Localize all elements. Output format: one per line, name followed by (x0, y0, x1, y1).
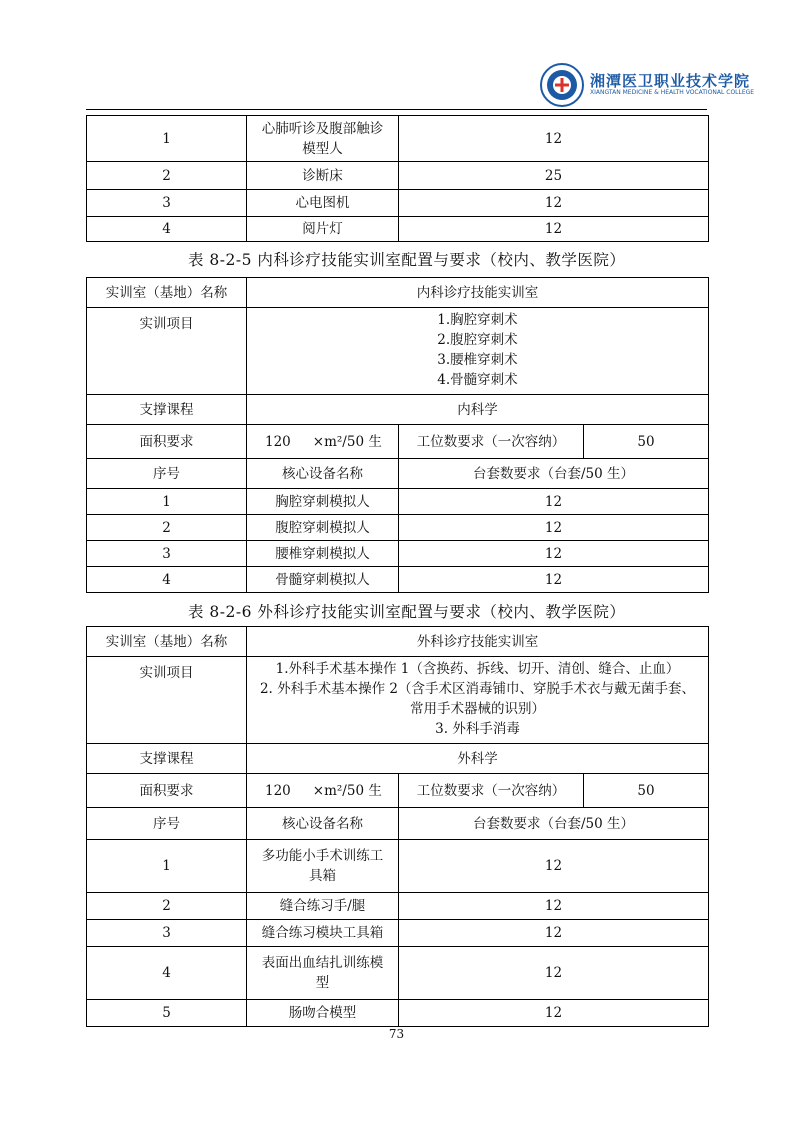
equipment-name: 心肺听诊及腹部触诊 模型人 (247, 116, 399, 162)
lab-name-label: 实训室（基地）名称 (87, 278, 247, 308)
course-value: 内科学 (247, 395, 709, 425)
training-item: 2.腹腔穿刺术 (437, 332, 518, 348)
training-item: 1.胸腔穿刺术 (437, 312, 518, 328)
table-caption-8-2-5: 表 8-2-5 内科诊疗技能实训室配置与要求（校内、教学医院） (188, 251, 626, 269)
equipment-table-continued (86, 115, 709, 242)
table-row (87, 893, 709, 920)
training-item: 1.外科手术基本操作 1（含换药、拆线、切开、清创、缝合、止血） (275, 661, 680, 677)
equipment-name: 多功能小手术训练工 具箱 (247, 840, 399, 893)
training-items-list (247, 308, 709, 395)
equipment-quantity: 12 (399, 116, 709, 162)
area-value: 120 ×m²/50 生 (247, 774, 399, 808)
row-number: 5 (87, 1000, 247, 1027)
course-value: 外科学 (247, 744, 709, 774)
equipment-quantity: 12 (399, 515, 709, 541)
equipment-name: 胸腔穿刺模拟人 (247, 489, 399, 515)
course-row (87, 395, 709, 425)
table-row (87, 567, 709, 593)
equipment-name: 缝合练习模块工具箱 (247, 920, 399, 947)
training-items-row (87, 657, 709, 744)
table-row (87, 1000, 709, 1027)
training-items-label: 实训项目 (87, 657, 247, 744)
equipment-quantity: 12 (399, 947, 709, 1000)
lab-name-row (87, 278, 709, 308)
equipment-name: 诊断床 (247, 162, 399, 190)
training-item: 4.骨髓穿刺术 (437, 372, 518, 388)
row-number: 2 (87, 162, 247, 190)
equipment-quantity: 12 (399, 893, 709, 920)
equipment-name: 腰椎穿刺模拟人 (247, 541, 399, 567)
table-row (87, 190, 709, 217)
training-items-list (247, 657, 709, 744)
equipment-name: 缝合练习手/腿 (247, 893, 399, 920)
equipment-quantity: 12 (399, 840, 709, 893)
equipment-name: 心电图机 (247, 190, 399, 217)
equipment-name: 骨髓穿刺模拟人 (247, 567, 399, 593)
equipment-quantity: 12 (399, 541, 709, 567)
equipment-quantity: 12 (399, 489, 709, 515)
area-row (87, 425, 709, 459)
table-row (87, 541, 709, 567)
station-label: 工位数要求（一次容纳） (399, 774, 584, 808)
column-header-number: 序号 (87, 808, 247, 840)
training-items-row (87, 308, 709, 395)
college-logo (540, 63, 584, 107)
equipment-quantity: 12 (399, 217, 709, 242)
area-row (87, 774, 709, 808)
course-row (87, 744, 709, 774)
course-label: 支撑课程 (87, 744, 247, 774)
row-number: 1 (87, 116, 247, 162)
table-row (87, 840, 709, 893)
row-number: 3 (87, 920, 247, 947)
equipment-quantity: 12 (399, 920, 709, 947)
table-row (87, 920, 709, 947)
column-header-row (87, 459, 709, 489)
equipment-quantity: 12 (399, 1000, 709, 1027)
column-header-equipment: 核心设备名称 (247, 459, 399, 489)
row-number: 4 (87, 217, 247, 242)
table-row (87, 217, 709, 242)
table-row (87, 162, 709, 190)
course-label: 支撑课程 (87, 395, 247, 425)
table-row (87, 489, 709, 515)
table-row (87, 515, 709, 541)
equipment-name: 阅片灯 (247, 217, 399, 242)
row-number: 1 (87, 840, 247, 893)
lab-name-value: 外科诊疗技能实训室 (247, 627, 709, 657)
equipment-name: 腹腔穿刺模拟人 (247, 515, 399, 541)
equipment-name: 肠吻合模型 (247, 1000, 399, 1027)
equipment-quantity: 12 (399, 190, 709, 217)
surgery-lab-table (86, 626, 709, 1027)
station-value: 50 (584, 425, 709, 459)
row-number: 1 (87, 489, 247, 515)
station-label: 工位数要求（一次容纳） (399, 425, 584, 459)
lab-name-label: 实训室（基地）名称 (87, 627, 247, 657)
area-value: 120 ×m²/50 生 (247, 425, 399, 459)
column-header-number: 序号 (87, 459, 247, 489)
lab-name-row (87, 627, 709, 657)
column-header-row (87, 808, 709, 840)
row-number: 4 (87, 947, 247, 1000)
row-number: 3 (87, 190, 247, 217)
table-caption-8-2-6: 表 8-2-6 外科诊疗技能实训室配置与要求（校内、教学医院） (188, 603, 626, 621)
lab-name-value: 内科诊疗技能实训室 (247, 278, 709, 308)
area-label: 面积要求 (87, 425, 247, 459)
column-header-equipment: 核心设备名称 (247, 808, 399, 840)
training-items-label: 实训项目 (87, 308, 247, 395)
column-header-quantity: 台套数要求（台套/50 生） (399, 459, 709, 489)
training-item: 3.腰椎穿刺术 (437, 352, 518, 368)
training-item: 3. 外科手消毒 (435, 721, 520, 737)
header-divider (86, 109, 707, 110)
training-item: 常用手术器械的识别） (410, 701, 545, 717)
table-row (87, 116, 709, 162)
row-number: 2 (87, 515, 247, 541)
equipment-quantity: 12 (399, 567, 709, 593)
college-name-en: XIANGTAN MEDICINE & HEALTH VOCATIONAL COLLEGE (590, 89, 755, 96)
college-name: 湘潭医卫职业技术学院 (590, 72, 751, 90)
training-item: 2. 外科手术基本操作 2（含手术区消毒铺巾、穿脱手术衣与戴无菌手套、 (259, 681, 696, 697)
table-row (87, 947, 709, 1000)
row-number: 3 (87, 541, 247, 567)
station-value: 50 (584, 774, 709, 808)
row-number: 4 (87, 567, 247, 593)
internal-medicine-lab-table (86, 277, 709, 593)
equipment-name: 表面出血结扎训练模 型 (247, 947, 399, 1000)
equipment-quantity: 25 (399, 162, 709, 190)
page-number: 73 (388, 1027, 405, 1041)
row-number: 2 (87, 893, 247, 920)
area-label: 面积要求 (87, 774, 247, 808)
column-header-quantity: 台套数要求（台套/50 生） (399, 808, 709, 840)
